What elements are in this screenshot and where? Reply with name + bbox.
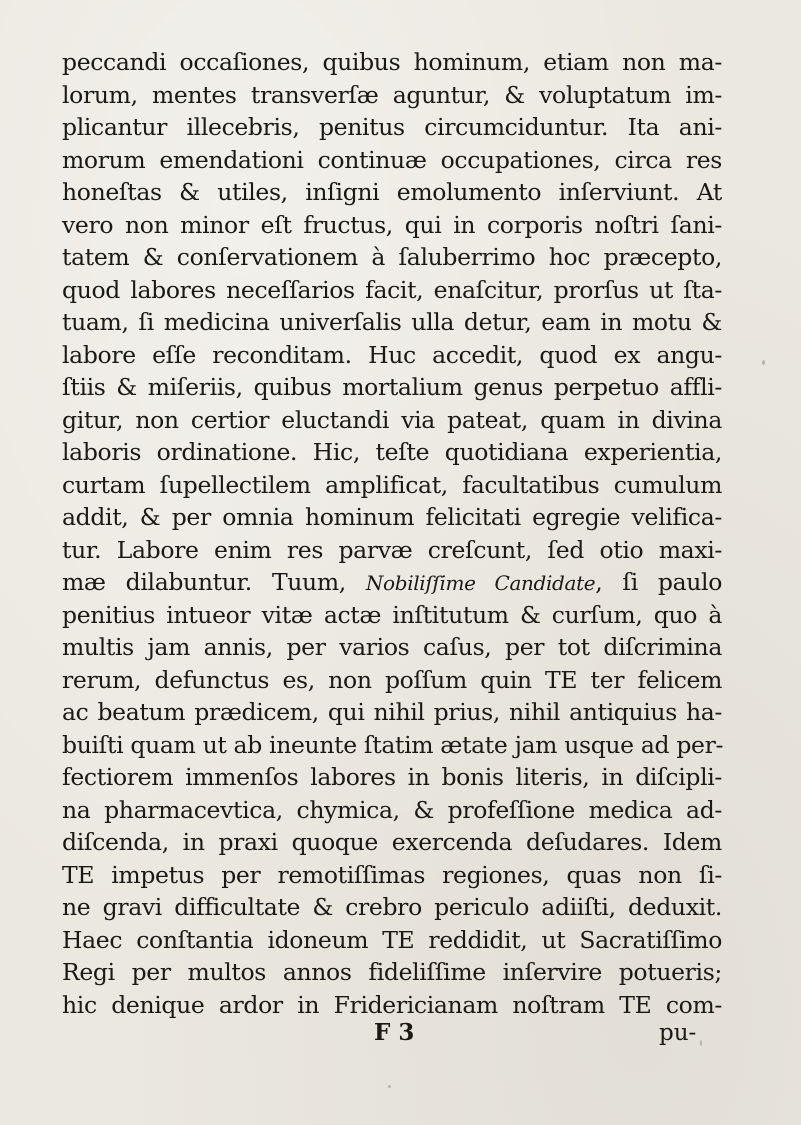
text-line: plicantur illecebris, penitus circumciduntur. Ita ani-: [62, 113, 722, 141]
body-text: [62, 46, 722, 1021]
text-line: fectiorem immenſos labores in bonis literis, in diſcipli-: [62, 763, 722, 791]
text-line: lorum, mentes transverſæ aguntur, & voluptatum im-: [62, 80, 722, 109]
text-line: rerum, defunctus es, non poſſum quin TE ter felicem: [62, 665, 722, 694]
text-line: na pharmacevtica, chymica, & profeſſione medica ad-: [62, 795, 722, 824]
text-line: morum emendationi continuæ occupationes, circa res: [62, 145, 722, 174]
text-line: ſtiis & miſeriis, quibus mortalium genus perpetuo affli-: [62, 373, 722, 401]
text-line: honeſtas & utiles, inſigni emolumento inſerviunt. At: [62, 178, 722, 206]
italic-address: Nobiliſſime Candidate: [365, 571, 596, 595]
signature-mark: F 3: [374, 1019, 415, 1046]
text-line: Haec conſtantia idoneum TE reddidit, ut Sacratiſſimo: [62, 925, 722, 954]
text-line: curtam ſupellectilem amplificat, facultatibus cumulum: [62, 470, 722, 499]
text-line: laboris ordinatione. Hic, teſte quotidiana experientia,: [62, 438, 722, 466]
text-line: ac beatum prædicem, qui nihil prius, nihil antiquius ha-: [62, 698, 722, 726]
text-line: gitur, non certior eluctandi via pateat, quam in divina: [62, 405, 722, 434]
text-line: addit, & per omnia hominum felicitati egregie velifica-: [62, 503, 722, 531]
text-line: Regi per multos annos fideliſſime inſervire potueris;: [62, 958, 722, 986]
text-line: penitius intueor vitæ actæ inſtitutum & curſum, quo à: [62, 600, 722, 629]
text-line: vero non minor eſt fructus, qui in corporis noſtri ſani-: [62, 210, 722, 239]
catchword: pu-: [659, 1020, 697, 1046]
paper-speck: [388, 1085, 391, 1088]
paper-speck: [700, 1040, 702, 1046]
text-line: tuam, ſi medicina univerſalis ulla detur, eam in motu &: [62, 308, 722, 336]
text-line: multis jam annis, per varios caſus, per tot diſcrimina: [62, 633, 722, 661]
text-line: tur. Labore enim res parvæ creſcunt, ſed otio maxi-: [62, 535, 722, 564]
line-text-after: , ſi paulo: [595, 568, 723, 596]
text-line: tatem & conſervationem à ſaluberrimo hoc præcepto,: [62, 243, 722, 271]
text-line: peccandi occaſiones, quibus hominum, etiam non ma-: [62, 48, 722, 76]
text-line: quod labores neceſſarios facit, enaſcitur, prorſus ut ſta-: [62, 275, 722, 304]
paper-speck: [762, 360, 765, 365]
text-line: TE impetus per remotiſſimas regiones, quas non ſi-: [62, 860, 722, 889]
text-line: buiſti quam ut ab ineunte ſtatim ætate jam usque ad per-: [62, 730, 724, 759]
text-line: diſcenda, in praxi quoque exercenda deſudares. Idem: [62, 828, 722, 856]
text-line-with-address: [62, 566, 722, 599]
line-text-before: mæ dilabuntur. Tuum,: [62, 568, 366, 596]
text-line: labore eſſe reconditam. Huc accedit, quod ex angu-: [62, 340, 722, 369]
text-line: hic denique ardor in Fridericianam noſtram TE com-: [62, 990, 722, 1019]
text-line: ne gravi difficultate & crebro periculo adiiſti, deduxit.: [62, 893, 722, 921]
page-footer: [0, 1016, 801, 1050]
